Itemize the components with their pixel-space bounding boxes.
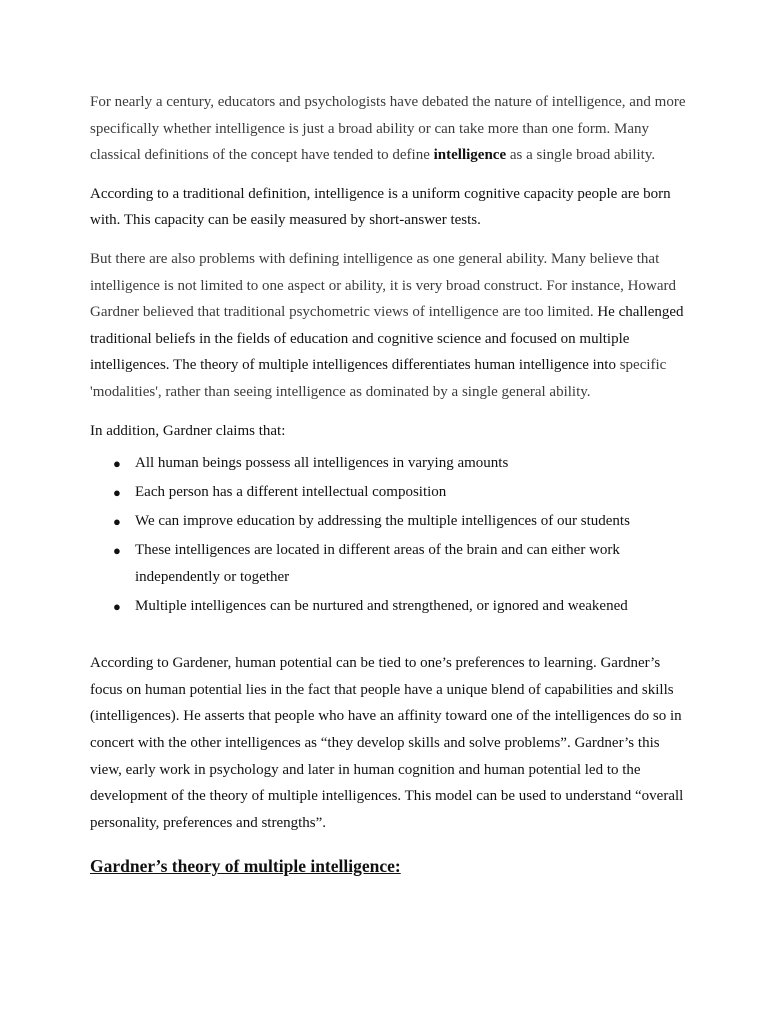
list-item-text: These intelligences are located in different areas of the brain and can either work independently or together	[135, 542, 620, 586]
bullet-icon: ●	[113, 599, 121, 615]
intro-text-start: For nearly a century, educators and psychologists have debated the nature of intelligence, and more specifically whether intelligence is just a broad ability or can take more than one form. Many classical definitions of the concept have tended to define	[90, 94, 686, 164]
problems-text-gray-end: specific 'modalities', rather than seeing intelligence as dominated by a single general ability.	[90, 357, 667, 400]
list-item-text: We can improve education by addressing the multiple intelligences of our students	[135, 513, 630, 530]
document-page	[90, 89, 690, 880]
paragraph-traditional-definition: According to a traditional definition, intelligence is a uniform cognitive capacity people are born with. This capacity can be easily measured by short-answer tests.	[90, 185, 671, 229]
bullet-icon: ●	[113, 485, 121, 501]
problems-text-dark: He challenged traditional beliefs in the fields of education and cognitive science and focused on multiple intelligences. The theory of multiple intelligences differentiates human intelligence into	[90, 304, 684, 374]
list-item	[90, 479, 690, 506]
paragraph-problems	[90, 246, 690, 406]
problems-text-gray: But there are also problems with defining intelligence as one general ability. Many believe that intelligence is not limited to one aspect or ability, it is very broad construct. For instance, Howard Gardner believed that traditional psychometric views of intelligence are too limited.	[90, 250, 676, 321]
section-heading: Gardner’s theory of multiple intelligence:	[90, 856, 401, 877]
paragraph-human-potential: According to Gardener, human potential can be tied to one’s preferences to learning. Gardner’s focus on human potential lies in the fact that people have a unique blend of capabilities and skills (intelligences). He asserts that people who have an affinity toward one of the intelligences do so in concert with the other intelligences as “they develop skills and solve problems”. Gardner’s this view, early work in psychology and later in human cognition and human potential led to the development of the theory of multiple intelligences. This model can be used to understand “overall personality, preferences and strengths”.	[90, 655, 684, 831]
list-item	[90, 450, 690, 477]
intro-text-end: as a single broad ability.	[506, 147, 656, 164]
list-item	[90, 508, 690, 535]
list-item-text: All human beings possess all intelligences in varying amounts	[135, 455, 509, 472]
list-item-text: Multiple intelligences can be nurtured and strengthened, or ignored and weakened	[135, 598, 628, 615]
intro-bold-term: intelligence	[433, 147, 507, 164]
bullet-icon: ●	[113, 514, 121, 530]
list-item	[90, 593, 690, 620]
spacer	[90, 622, 690, 650]
bullet-icon: ●	[113, 543, 121, 559]
paragraph-intro	[90, 89, 690, 169]
bullet-icon: ●	[113, 456, 121, 472]
paragraph-gardner-claims: In addition, Gardner claims that:	[90, 422, 286, 439]
list-item-text: Each person has a different intellectual composition	[135, 484, 447, 501]
claims-list	[90, 450, 690, 620]
list-item	[90, 537, 690, 591]
